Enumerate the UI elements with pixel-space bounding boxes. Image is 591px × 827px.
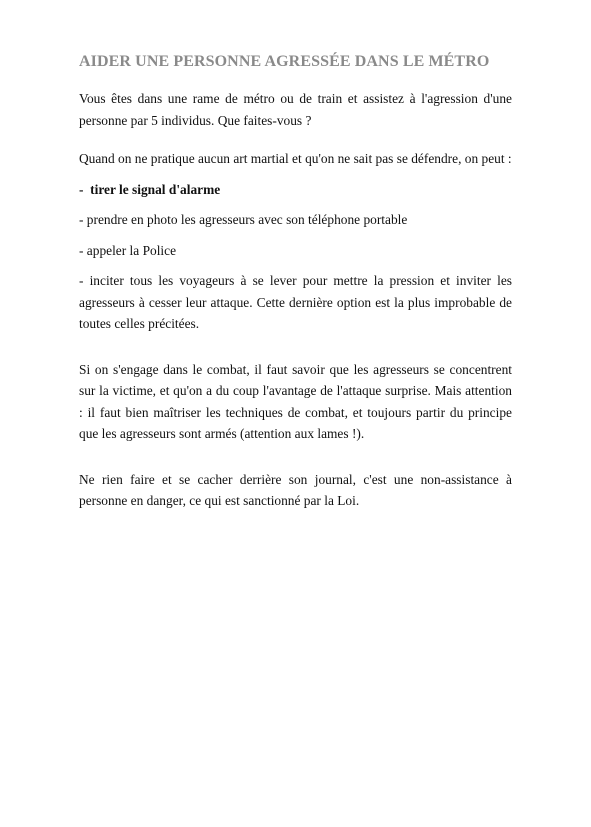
intro-paragraph: Vous êtes dans une rame de métro ou de train et assistez à l'agression d'une personne par 5 individus. Que faites-vous ? — [79, 91, 512, 128]
option-item-photo: - prendre en photo les agresseurs avec son téléphone portable — [79, 212, 408, 227]
option-item-text: tirer le signal d'alarme — [90, 181, 221, 197]
combat-paragraph: Si on s'engage dans le combat, il faut savoir que les agresseurs se concentrent sur la victime, et qu'on a du coup l'avantage de l'attaque surprise. Mais attention : il faut bien maîtriser les techniques de combat, et toujours partir du principe que les agresseurs sont armés (attention aux lames !). — [79, 361, 512, 441]
option-item-alarm — [79, 179, 512, 201]
document-page — [79, 52, 512, 512]
document-title: AIDER UNE PERSONNE AGRESSÉE DANS LE MÉTRO — [79, 53, 490, 70]
options-intro-paragraph: Quand on ne pratique aucun art martial et qu'on ne sait pas se défendre, on peut : — [79, 151, 512, 166]
option-item-police: - appeler la Police — [79, 242, 177, 258]
option-item-prefix: - — [79, 181, 91, 197]
conclusion-paragraph: Ne rien faire et se cacher derrière son journal, c'est une non-assistance à personne en danger, ce qui est sanctionné par la Loi. — [79, 471, 512, 508]
option-item-passengers: - inciter tous les voyageurs à se lever pour mettre la pression et inviter les agresseurs à cesser leur attaque. Cette dernière option est la plus improbable de toutes celles précitées. — [79, 273, 512, 331]
